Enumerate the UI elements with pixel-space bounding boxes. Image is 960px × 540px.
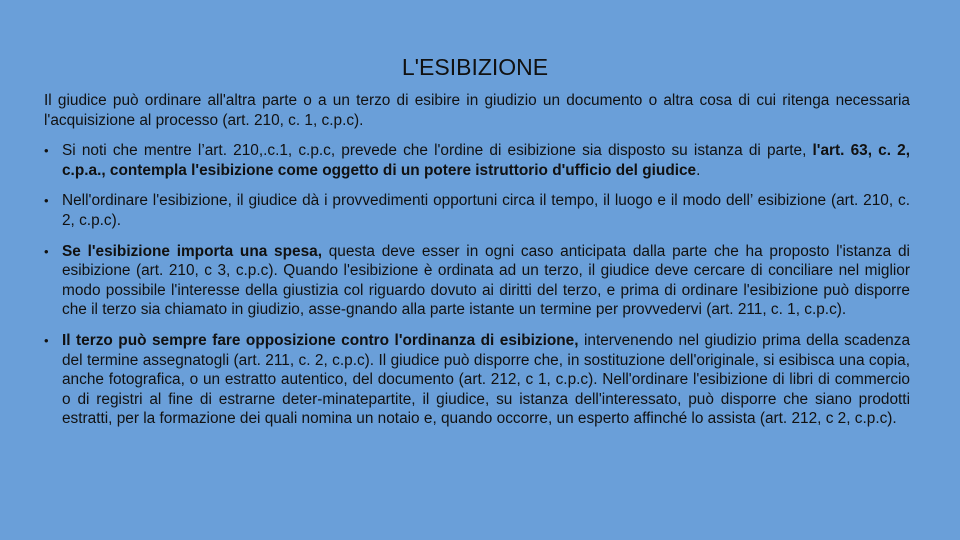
bullet-3-suffix: questa deve esser in ogni caso anticipata dalla parte che ha proposto l'istanza di esibizione (art. 210, c 3, c.p.c). Quando l'esibizione è ordinata ad un terzo, il giudice deve cercare di conciliare nel miglior modo possibile l'interesse della giustizia col riguardo dovuto ai diritti del terzo, e prima di ordinare l'esibizione può disporre che il terzo sia chiamato in giudizio, asse-gnando alla parte istante un termine per provvedervi (art. 211, c. 1, c.p.c). <box>62 242 910 319</box>
bullet-4-bold: Il terzo può sempre fare opposizione contro l'ordinanza di esibizione, <box>62 331 579 349</box>
bullet-1-suffix: . <box>696 161 701 179</box>
bullet-item-3 <box>44 242 910 320</box>
bullet-icon: • <box>44 143 49 159</box>
bullet-1-text: Si noti che mentre l’art. 210,.c.1, c.p.c, prevede che l'ordine di esibizione sia disposto su istanza di parte, <box>62 142 813 160</box>
bullet-item-4 <box>44 331 910 429</box>
bullet-2-text: Nell'ordinare l'esibizione, il giudice dà i provvedimenti opportuni circa il tempo, il luogo e il modo dell’ esibizione (art. 210, c. 2, c.p.c). <box>62 192 910 229</box>
bullet-item-2 <box>44 191 910 230</box>
bullet-item-1 <box>44 141 910 180</box>
bullet-list <box>44 141 910 429</box>
bullet-icon: • <box>44 193 49 209</box>
intro-paragraph: Il giudice può ordinare all'altra parte o a un terzo di esibire in giudizio un documento o altra cosa di cui ritenga necessaria l'acquisizione al processo (art. 210, c. 1, c.p.c). <box>44 92 910 129</box>
bullet-3-bold: Se l'esibizione importa una spesa, <box>62 242 322 260</box>
slide-body <box>44 91 910 440</box>
bullet-1-bold: l'art. 63, c. 2, c.p.a., contempla l'esibizione come oggetto di un potere istruttorio d'ufficio del giudice <box>62 142 910 179</box>
bullet-icon: • <box>44 332 49 348</box>
bullet-4-suffix: intervenendo nel giudizio prima della scadenza del termine assegnatogli (art. 211, c. 2, c.p.c). Il giudice può disporre che, in sostituzione dell'originale, si esibisca una copia, anche fotografica, o un estratto autentico, del documento (art. 212, c 1, c.p.c). Nell'ordinare l'esibizione di libri di commercio o di registri al fine di estrarne deter-minatepartite, il giudice, su istanza dell'interessato, può disporre che siano prodotti estratti, per la formazione dei quali nomina un notaio e, quando occorre, un esperto affinché lo assista (art. 212, c 2, c.p.c). <box>62 331 911 428</box>
bullet-icon: • <box>44 243 49 259</box>
slide-title: L'ESIBIZIONE <box>401 54 549 80</box>
